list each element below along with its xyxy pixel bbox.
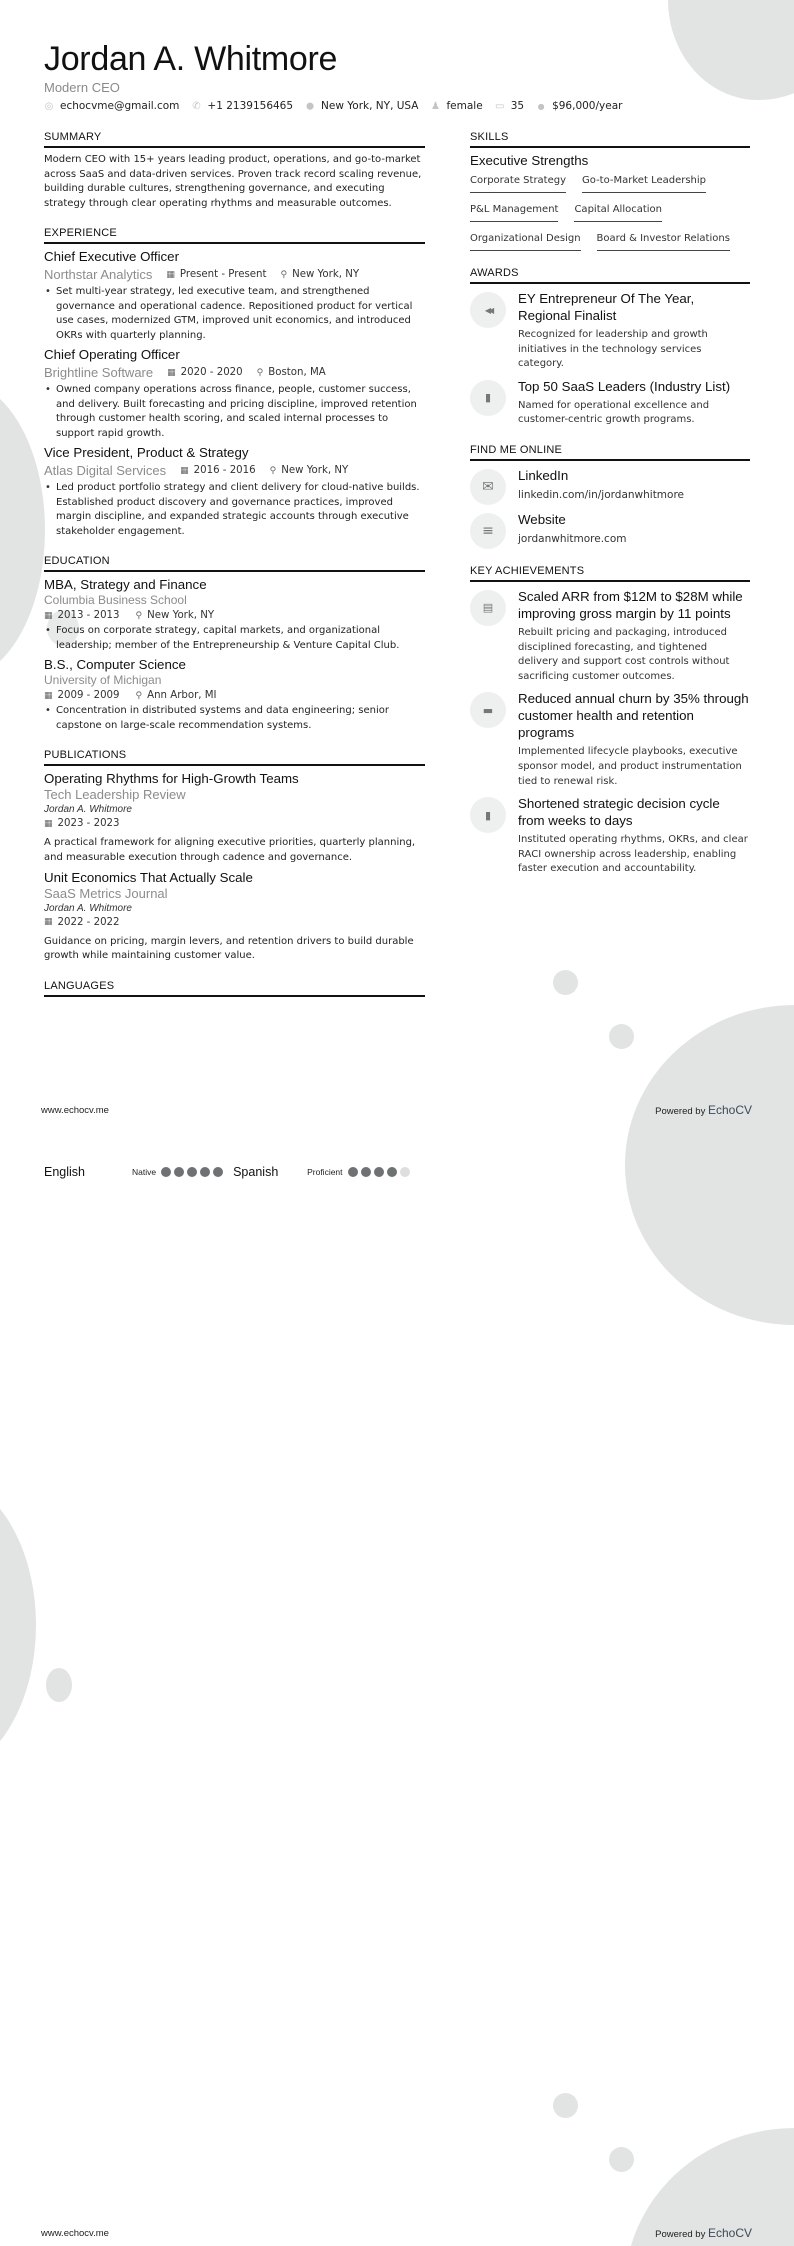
- dates-text: 2016 - 2016: [193, 465, 256, 477]
- location-text: New York, NY: [281, 465, 349, 477]
- summary-text: Modern CEO with 15+ years leading product, operations, and go-to-market across SaaS and data-driven services. Proven track record scaling revenue, building durable cultures, strengthening governance, and executing strategy through clear operating rhythms and measurable outcomes.: [44, 154, 422, 209]
- calendar-chart-icon: ▤: [470, 590, 506, 626]
- publication-dates: [44, 917, 425, 928]
- decor-blob-left-page1: [0, 380, 45, 680]
- publication-title: Operating Rhythms for High-Growth Teams: [44, 771, 299, 787]
- award-item: [470, 290, 750, 372]
- resume-header: [0, 0, 794, 130]
- skill-tag: Corporate Strategy: [470, 170, 566, 193]
- powered-by-label: Powered by: [655, 2229, 708, 2240]
- menu-lines-icon: ≡: [470, 513, 506, 549]
- experience-item: [44, 249, 425, 343]
- calendar-icon: ▦: [180, 465, 189, 476]
- powered-by-label: Powered by: [655, 1106, 708, 1117]
- job-meta: [44, 463, 425, 478]
- rating-dot-filled: [374, 1167, 384, 1177]
- award-title: EY Entrepreneur Of The Year, Regional Finalist: [518, 291, 695, 323]
- battery-icon: ▬: [470, 692, 506, 728]
- person-icon: ♟: [431, 100, 440, 112]
- skill-tag: P&L Management: [470, 199, 558, 222]
- language-level: Native: [132, 1167, 157, 1177]
- job-dates: [180, 465, 256, 476]
- contact-email[interactable]: [44, 100, 179, 112]
- rating-dot-filled: [348, 1167, 358, 1177]
- dates-text: 2013 - 2013: [57, 610, 120, 622]
- school: University of Michigan: [44, 673, 162, 688]
- footer-powered-by[interactable]: [655, 1103, 752, 1117]
- age-value: 35: [510, 100, 525, 112]
- degree: B.S., Computer Science: [44, 657, 186, 673]
- job-bullet: • Owned company operations across finance, people, customer success, and delivery. Built forecasting and pricing discipline, improved retention through customer health scoring, and scaled internal processes to support rapid growth.: [44, 383, 425, 441]
- publisher: Tech Leadership Review: [44, 787, 186, 803]
- education-heading: EDUCATION: [44, 555, 425, 572]
- job-bullets: [44, 481, 425, 539]
- dates-text: 2023 - 2023: [57, 818, 120, 830]
- document-icon: ▮: [470, 380, 506, 416]
- awards-section: [470, 267, 750, 428]
- online-item-website[interactable]: [470, 511, 750, 549]
- online-heading: FIND ME ONLINE: [470, 444, 750, 461]
- achievement-description: Implemented lifecycle playbooks, executive sponsor model, and product instrumentation tied to renewal risk.: [518, 746, 742, 787]
- map-pin-icon: ⚲: [280, 269, 288, 280]
- achievement-title: Scaled ARR from $12M to $28M while improving gross margin by 11 points: [518, 588, 743, 621]
- award-title: Top 50 SaaS Leaders (Industry List): [518, 378, 731, 394]
- location-text: New York, NY: [292, 269, 360, 281]
- decor-circle-4: [609, 2147, 634, 2172]
- candidate-name: Jordan A. Whitmore: [44, 40, 338, 78]
- rating-dot-filled: [213, 1167, 223, 1177]
- job-bullets: [44, 285, 425, 343]
- achievements-heading: KEY ACHIEVEMENTS: [470, 565, 750, 582]
- award-description: Recognized for leadership and growth initiatives in the technology services category.: [518, 329, 708, 370]
- contact-line: [44, 100, 622, 112]
- left-column: [44, 131, 425, 1013]
- skill-tag: Go-to-Market Leadership: [582, 170, 706, 193]
- skills-section: [470, 131, 750, 257]
- publication-description: Guidance on pricing, margin levers, and retention drivers to build durable growth while maintaining customer value.: [44, 935, 414, 962]
- rewind-icon: ◀◀: [470, 292, 506, 328]
- education-location: [136, 610, 215, 621]
- award-item: [470, 378, 750, 428]
- language-name: Spanish: [233, 1165, 279, 1179]
- gender-value: female: [446, 100, 483, 112]
- experience-item: [44, 347, 425, 441]
- publication-dates: [44, 818, 425, 829]
- calendar-icon: ▭: [494, 100, 505, 112]
- education-location: [136, 690, 217, 701]
- calendar-icon: ▦: [44, 917, 53, 928]
- skill-tag: Board & Investor Relations: [597, 228, 730, 251]
- rating-dot-filled: [361, 1167, 371, 1177]
- publisher: SaaS Metrics Journal: [44, 885, 168, 901]
- experience-section: [44, 227, 425, 539]
- phone-icon: ✆: [192, 100, 201, 112]
- candidate-title: Modern CEO: [44, 80, 120, 95]
- award-description: Named for operational excellence and customer-centric growth programs.: [518, 399, 710, 426]
- publication-item: [44, 870, 425, 964]
- skill-tag: Capital Allocation: [574, 199, 662, 222]
- brand-name: EchoCV: [707, 2226, 752, 2240]
- phone-value: +1 2139156465: [207, 100, 294, 112]
- education-bullets: [44, 624, 425, 653]
- decor-circle-2: [609, 1024, 634, 1049]
- language-rating: [161, 1167, 223, 1177]
- achievement-title: Reduced annual churn by 35% through customer health and retention programs: [518, 691, 749, 741]
- education-bullet: • Focus on corporate strategy, capital markets, and organizational leadership; member of the Entrepreneurship & Venture Capital Club.: [44, 624, 425, 653]
- online-label: Website: [518, 511, 566, 527]
- job-bullet: • Led product portfolio strategy and client delivery for cloud-native builds. Established product discovery and governance practices, improved margin discipline, and expanded strategic accounts through executive stakeholder engagement.: [44, 481, 425, 539]
- education-section: [44, 555, 425, 733]
- achievement-item: [470, 795, 750, 877]
- online-item-linkedin[interactable]: [470, 467, 750, 505]
- skill-group-title: Executive Strengths: [470, 153, 589, 168]
- contact-salary: [536, 100, 622, 112]
- online-link[interactable]: linkedin.com/in/jordanwhitmore: [518, 488, 685, 501]
- rating-dot-filled: [187, 1167, 197, 1177]
- job-location: [281, 269, 360, 280]
- job-title: Vice President, Product & Strategy: [44, 445, 249, 461]
- job-location: [270, 465, 349, 476]
- map-pin-icon: ⚲: [135, 610, 143, 621]
- company-name: Brightline Software: [44, 365, 154, 381]
- job-bullets: [44, 383, 425, 441]
- rating-dot-filled: [174, 1167, 184, 1177]
- job-title: Chief Operating Officer: [44, 347, 180, 363]
- dates-text: 2022 - 2022: [57, 916, 120, 928]
- achievement-item: [470, 588, 750, 684]
- calendar-icon: ▦: [44, 610, 53, 621]
- summary-heading: SUMMARY: [44, 131, 425, 148]
- education-bullets: [44, 704, 425, 733]
- calendar-icon: ▦: [166, 269, 175, 280]
- languages-section: [44, 980, 425, 997]
- map-pin-icon: ⚲: [269, 465, 277, 476]
- rating-dot-filled: [161, 1167, 171, 1177]
- job-dates: [166, 269, 266, 280]
- brand-name: EchoCV: [707, 1103, 752, 1117]
- degree: MBA, Strategy and Finance: [44, 577, 207, 593]
- education-dates: [44, 690, 120, 701]
- school: Columbia Business School: [44, 593, 187, 608]
- languages-list: [44, 1165, 410, 1179]
- language-name: English: [44, 1165, 85, 1179]
- location-text: Ann Arbor, MI: [147, 690, 217, 702]
- decor-circle-3: [553, 2093, 578, 2118]
- location-value: New York, NY, USA: [321, 100, 419, 112]
- salary-value: $96,000/year: [552, 100, 623, 112]
- publication-item: [44, 771, 425, 865]
- achievement-description: Rebuilt pricing and packaging, introduced disciplined forecasting, and tightened delivery and support cost controls without sacrificing customer outcomes.: [518, 626, 730, 682]
- file-icon: ▮: [470, 797, 506, 833]
- decor-circle-1: [553, 970, 578, 995]
- online-link[interactable]: jordanwhitmore.com: [518, 532, 627, 545]
- summary-section: [44, 131, 425, 211]
- dates-text: 2020 - 2020: [180, 367, 243, 379]
- job-title: Chief Executive Officer: [44, 249, 179, 265]
- dates-text: 2009 - 2009: [57, 690, 120, 702]
- calendar-icon: ▦: [167, 367, 176, 378]
- publications-heading: PUBLICATIONS: [44, 749, 425, 766]
- footer-powered-by-page2[interactable]: [655, 2226, 752, 2240]
- achievement-description: Instituted operating rhythms, OKRs, and clear RACI ownership across leadership, enabling faster execution and accountability.: [518, 834, 748, 875]
- publication-author: Jordan A. Whitmore: [44, 804, 132, 816]
- experience-item: [44, 445, 425, 539]
- education-item: [44, 577, 425, 653]
- publications-section: [44, 749, 425, 963]
- contact-age: [495, 100, 524, 112]
- education-meta: [44, 610, 425, 621]
- achievements-section: [470, 565, 750, 877]
- education-bullet: • Concentration in distributed systems and data engineering; senior capstone on large-scale recommendation systems.: [44, 704, 425, 733]
- map-pin-icon: ⚲: [256, 367, 264, 378]
- dates-text: Present - Present: [179, 269, 267, 281]
- location-text: Boston, MA: [268, 367, 326, 379]
- education-meta: [44, 690, 425, 701]
- company-name: Northstar Analytics: [44, 267, 153, 283]
- at-icon: ◎: [44, 100, 54, 112]
- online-label: LinkedIn: [518, 467, 569, 483]
- footer-site-link[interactable]: www.echocv.me: [41, 1105, 109, 1116]
- envelope-icon: ✉: [470, 469, 506, 505]
- contact-phone[interactable]: [191, 100, 293, 112]
- company-name: Atlas Digital Services: [44, 463, 167, 479]
- decor-circle-left-page2: [46, 1668, 72, 1702]
- awards-heading: AWARDS: [470, 267, 750, 284]
- salary-icon: ●: [537, 101, 545, 111]
- language-level: Proficient: [307, 1167, 343, 1177]
- experience-heading: EXPERIENCE: [44, 227, 425, 244]
- rating-dot-filled: [200, 1167, 210, 1177]
- job-meta: [44, 267, 425, 282]
- decor-blob-bottom-right-page1: [625, 1005, 794, 1325]
- calendar-icon: ▦: [44, 818, 53, 829]
- education-dates: [44, 610, 120, 621]
- rating-dot-empty: [400, 1167, 410, 1177]
- job-location: [257, 367, 326, 378]
- footer-site-link-page2[interactable]: www.echocv.me: [41, 2228, 109, 2239]
- job-dates: [167, 367, 243, 378]
- job-meta: [44, 365, 425, 380]
- skills-heading: SKILLS: [470, 131, 750, 148]
- skill-tags: [470, 170, 750, 257]
- online-section: [470, 444, 750, 549]
- languages-heading: LANGUAGES: [44, 980, 425, 997]
- skill-tag: Organizational Design: [470, 228, 581, 251]
- calendar-icon: ▦: [44, 690, 53, 701]
- decor-blob-left-page2: [0, 1475, 36, 1775]
- publication-author: Jordan A. Whitmore: [44, 902, 132, 914]
- location-icon: ⬤: [306, 102, 314, 110]
- achievement-item: [470, 690, 750, 789]
- map-pin-icon: ⚲: [135, 690, 143, 701]
- contact-location: [305, 100, 418, 112]
- location-text: New York, NY: [147, 610, 215, 622]
- education-item: [44, 657, 425, 733]
- achievement-title: Shortened strategic decision cycle from weeks to days: [518, 796, 720, 829]
- email-value: echocvme@gmail.com: [60, 100, 180, 112]
- job-bullet: • Set multi-year strategy, led executive team, and strengthened governance and operational cadence. Repositioned product for vertical use cases, modernized GTM, improved unit economics, and introduced OKRs with quarterly planning.: [44, 285, 425, 343]
- publication-title: Unit Economics That Actually Scale: [44, 869, 253, 885]
- publication-description: A practical framework for aligning executive priorities, quarterly planning, and measurable execution through cadence and governance.: [44, 837, 416, 863]
- contact-gender: [430, 100, 482, 112]
- language-rating: [348, 1167, 410, 1177]
- right-column: [470, 131, 750, 893]
- rating-dot-filled: [387, 1167, 397, 1177]
